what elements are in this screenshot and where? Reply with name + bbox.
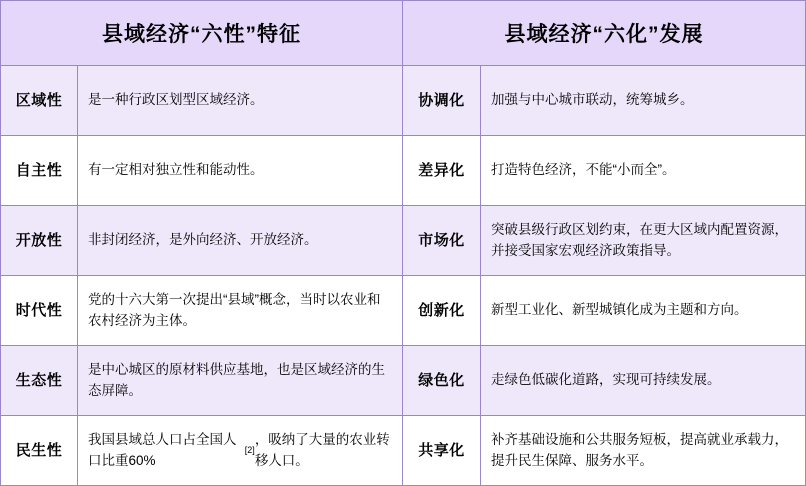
row-value: 党的十六大第一次提出“县域”概念，当时以农业和农村经济为主体。 <box>78 276 403 346</box>
row-value-tail: ，吸纳了大量的农业转移人口。 <box>254 431 390 468</box>
right-panel <box>403 0 806 486</box>
row-key: 自主性 <box>0 136 78 206</box>
row-value: 是一种行政区划型区域经济。 <box>78 66 403 136</box>
table-row <box>0 276 403 346</box>
row-value: 突破县级行政区划约束，在更大区域内配置资源，并接受国家宏观经济政策指导。 <box>481 206 806 276</box>
table-row <box>0 136 403 206</box>
row-value: 非封闭经济，是外向经济、开放经济。 <box>78 206 403 276</box>
row-key: 开放性 <box>0 206 78 276</box>
table-row <box>0 206 403 276</box>
table-row <box>403 206 806 276</box>
left-panel-header: 县域经济“六性”特征 <box>0 0 403 66</box>
row-value-text: 我国县域总人口占全国人口比重60% <box>88 431 237 468</box>
citation-marker[interactable]: [2] <box>244 444 255 455</box>
row-key: 生态性 <box>0 346 78 416</box>
row-value: 走绿色低碳化道路，实现可持续发展。 <box>481 346 806 416</box>
table-row <box>0 346 403 416</box>
row-key: 区域性 <box>0 66 78 136</box>
row-value: 有一定相对独立性和能动性。 <box>78 136 403 206</box>
row-key: 时代性 <box>0 276 78 346</box>
table-row <box>403 66 806 136</box>
table-row <box>403 276 806 346</box>
row-value: 打造特色经济，不能“小而全”。 <box>481 136 806 206</box>
right-panel-header: 县域经济“六化”发展 <box>403 0 806 66</box>
left-panel-rows <box>0 66 403 486</box>
row-key: 民生性 <box>0 416 78 486</box>
table-row <box>0 416 403 486</box>
row-key: 绿色化 <box>403 346 481 416</box>
table-row <box>403 416 806 486</box>
table-row <box>403 136 806 206</box>
row-value: 加强与中心城市联动，统筹城乡。 <box>481 66 806 136</box>
row-value: 补齐基础设施和公共服务短板，提高就业承载力，提升民生保障、服务水平。 <box>481 416 806 486</box>
right-panel-rows <box>403 66 806 486</box>
row-key: 市场化 <box>403 206 481 276</box>
row-key: 协调化 <box>403 66 481 136</box>
row-key: 共享化 <box>403 416 481 486</box>
row-value: 是中心城区的原材料供应基地，也是区域经济的生态屏障。 <box>78 346 403 416</box>
table-row <box>403 346 806 416</box>
table-row <box>0 66 403 136</box>
row-value: 新型工业化、新型城镇化成为主题和方向。 <box>481 276 806 346</box>
row-value-composite <box>78 416 403 486</box>
row-key: 差异化 <box>403 136 481 206</box>
row-key: 创新化 <box>403 276 481 346</box>
